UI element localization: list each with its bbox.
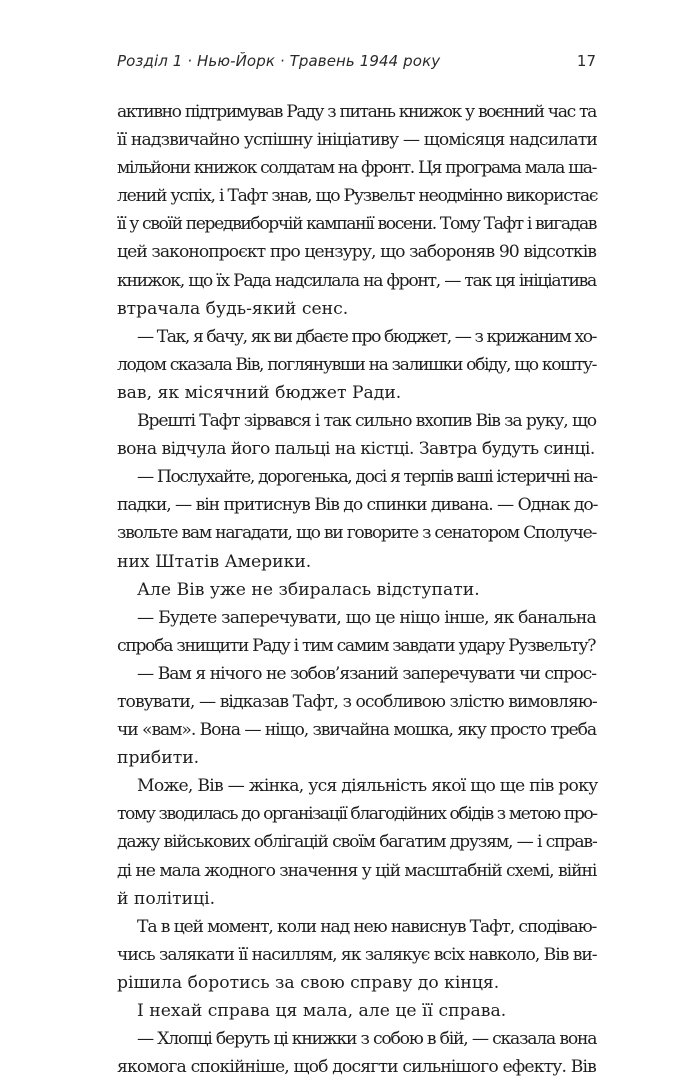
text-line: — Вам я нічого не зобов’язаний заперечувати чи спрос- xyxy=(137,663,596,684)
page-number: 17 xyxy=(576,52,596,70)
text-line: прибити. xyxy=(117,748,200,769)
text-line: дажу військових облігацій своїм багатим друзям, — і справ- xyxy=(117,832,597,853)
text-line: — Будете заперечувати, що це ніщо інше, як банальна xyxy=(137,607,596,628)
text-line: чи «вам». Вона — ніщо, звичайна мошка, яку просто треба xyxy=(117,720,596,741)
text-line: цей законопроєкт про цензуру, що забороняв 90 відсотків xyxy=(117,242,596,263)
text-line: й політиці. xyxy=(117,888,216,909)
running-head: Розділ 1 · Нью-Йорк · Травень 1944 року xyxy=(117,52,441,70)
paragraph xyxy=(117,407,596,463)
text-line: ді не мала жодного значення у цій масштабній схемі, війні xyxy=(117,860,597,881)
paragraph xyxy=(117,997,596,1025)
text-line: чись залякати її насиллям, як залякує всіх навколо, Вів ви- xyxy=(117,944,597,965)
text-line: звольте вам нагадати, що ви говорите з сенатором Сполуче- xyxy=(117,523,596,544)
paragraph xyxy=(117,772,596,912)
text-line: її у своїй передвиборчій кампанії восени. Тому Тафт і вигадав xyxy=(117,214,597,235)
text-line: — Хлопці беруть ці книжки з собою в бій, — сказала вона xyxy=(137,1029,597,1050)
text-line: якомога спокійніше, щоб досягти сильнішого ефекту. Вів xyxy=(117,1057,596,1078)
paragraph xyxy=(117,463,596,575)
paragraph xyxy=(117,323,596,407)
text-line: книжок, що їх Рада надсилала на фронт, — так ця ініціатива xyxy=(117,270,596,291)
text-line: втрачала будь-який сенс. xyxy=(117,298,349,319)
text-line: І нехай справа ця мала, але це її справа. xyxy=(137,1001,507,1021)
text-line: вона відчула його пальці на кістці. Завтра будуть синці. xyxy=(117,439,595,460)
text-line: падки, — він притиснув Вів до спинки дивана. — Однак до- xyxy=(117,495,598,516)
paragraph xyxy=(117,913,596,997)
page-header xyxy=(117,52,596,82)
text-line: вав, як місячний бюджет Ради. xyxy=(117,382,402,403)
text-line: її надзвичайно успішну ініціативу — щомісяця надсилати xyxy=(117,130,598,151)
text-line: лодом сказала Вів, поглянувши на залишки обіду, що кошту- xyxy=(117,354,596,375)
body-text xyxy=(117,98,596,1081)
text-line: лений успіх, і Тафт знав, що Рузвельт неодмінно використає xyxy=(117,186,598,207)
paragraph xyxy=(117,1025,596,1081)
text-line: — Так, я бачу, як ви дбаєте про бюджет, — з крижаним хо- xyxy=(137,326,596,347)
text-line: Але Вів уже не збиралась відступати. xyxy=(137,579,480,600)
text-line: мільйони книжок солдатам на фронт. Ця програма мала ша- xyxy=(117,158,596,179)
text-line: Врешті Тафт зірвався і так сильно вхопив Вів за руку, що xyxy=(137,411,596,432)
text-line: — Послухайте, дорогенька, досі я терпів ваші істеричні на- xyxy=(137,467,597,488)
paragraph xyxy=(117,98,596,323)
text-line: тому зводилась до організації благодійних обідів з метою про- xyxy=(117,804,597,825)
text-line: активно підтримував Раду з питань книжок у воєнний час та xyxy=(117,102,596,122)
text-line: них Штатів Америки. xyxy=(117,551,312,572)
text-line: спроба знищити Раду і тим самим завдати удару Рузвельту? xyxy=(117,635,596,656)
text-line: рішила боротись за свою справу до кінця. xyxy=(117,972,500,993)
paragraph xyxy=(117,660,596,772)
paragraph xyxy=(117,576,596,604)
text-line: товувати, — відказав Тафт, з особливою злістю вимовляю- xyxy=(117,691,597,712)
text-line: Може, Вів — жінка, уся діяльність якої що ще пів року xyxy=(137,776,598,797)
text-line: Та в цей момент, коли над нею нависнув Тафт, сподіваю- xyxy=(137,916,597,937)
paragraph xyxy=(117,604,596,660)
